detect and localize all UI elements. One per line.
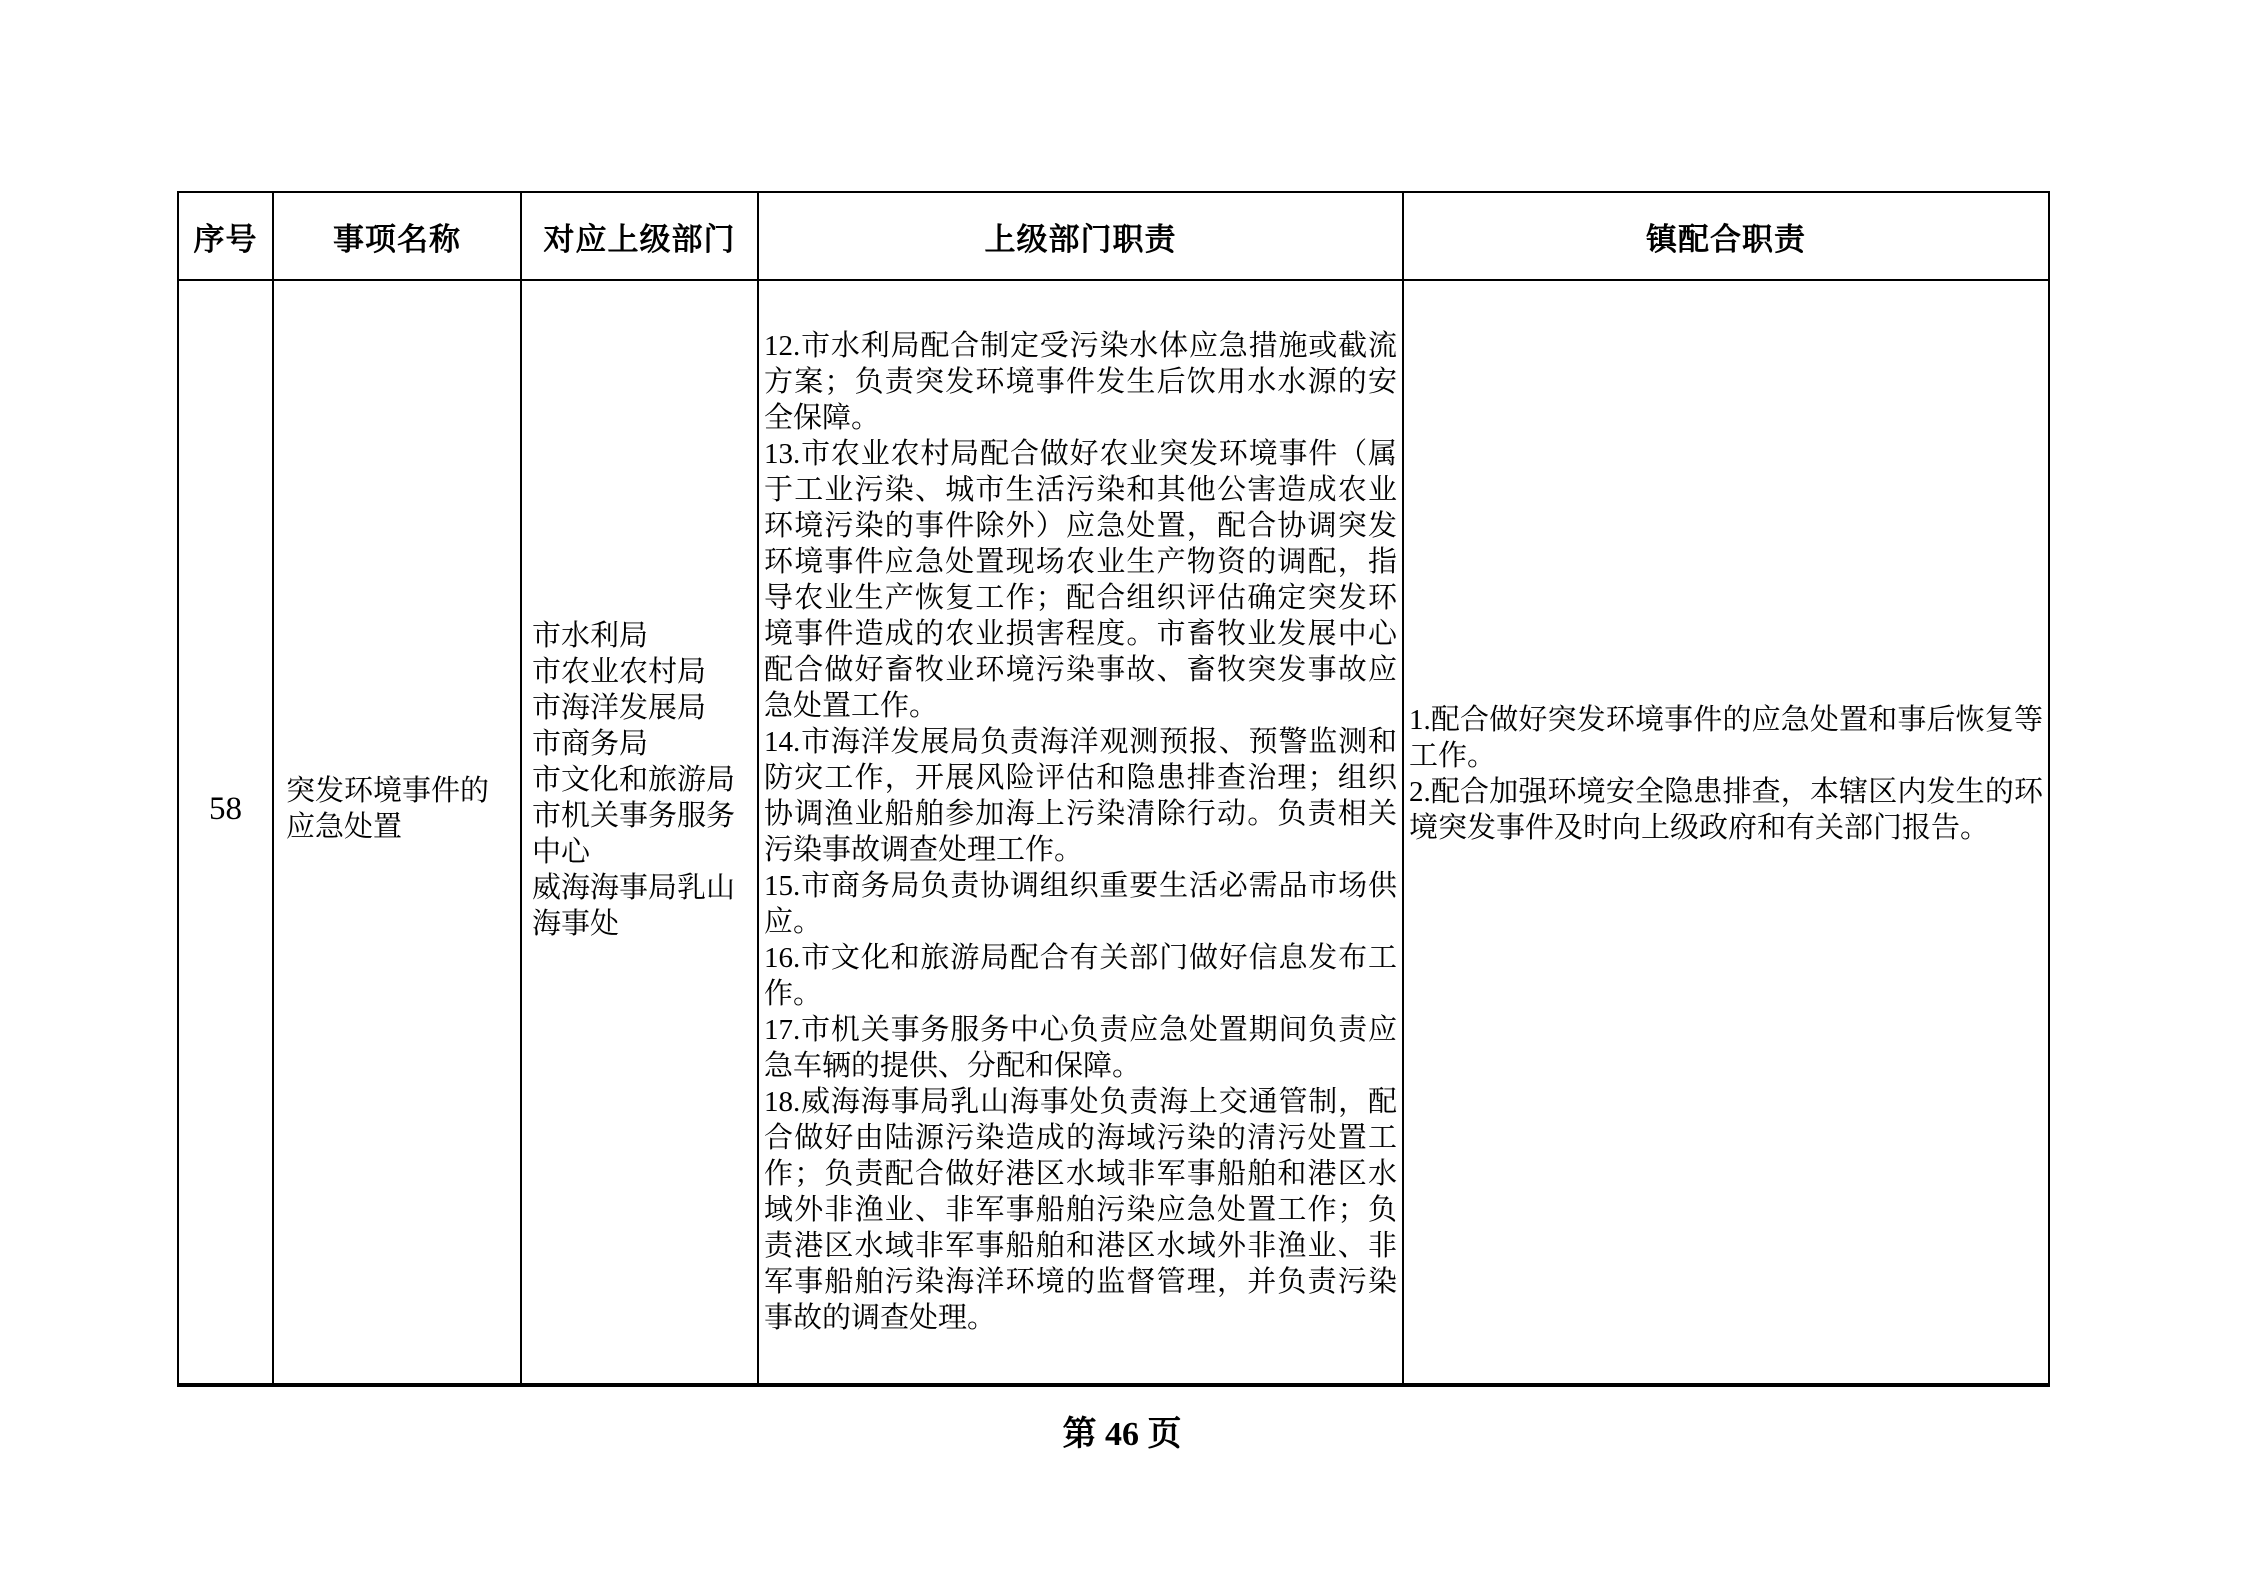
responsibility-table bbox=[177, 191, 2050, 1387]
table-row bbox=[178, 280, 2049, 1385]
text-line: 1.配合做好突发环境事件的应急处置和事后恢复等工作。 bbox=[1409, 704, 2043, 772]
text-line: 14.市海洋发展局负责海洋观测预报、预警监测和防灾工作，开展风险评估和隐患排查治理；组织协调渔业船舶参加海上污染清除行动。负责相关污染事故调查处理工作。 bbox=[764, 726, 1397, 866]
text-line: 15.市商务局负责协调组织重要生活必需品市场供应。 bbox=[764, 870, 1397, 938]
text-line: 18.威海海事局乳山海事处负责海上交通管制，配合做好由陆源污染造成的海域污染的清污处置工作；负责配合做好港区水域非军事船舶和港区水域外非渔业、非军事船舶污染应急处置工作；负责港区水域非军事船舶和港区水域外非渔业、非军事船舶污染海洋环境的监督管理，并负责污染事故的调查处理。 bbox=[764, 1086, 1397, 1334]
col-header-departments: 对应上级部门 bbox=[521, 192, 758, 280]
text-line: 市水利局 bbox=[532, 620, 649, 652]
text-line: 16.市文化和旅游局配合有关部门做好信息发布工作。 bbox=[764, 942, 1397, 1010]
text-line: 2.配合加强环境安全隐患排查，本辖区内发生的环境突发事件及时向上级政府和有关部门报告。 bbox=[1409, 776, 2043, 844]
text-line: 市机关事务服务中心 bbox=[532, 800, 736, 868]
cell-departments bbox=[521, 280, 758, 1385]
cell-town-duties bbox=[1403, 280, 2049, 1385]
text-line: 12.市水利局配合制定受污染水体应急措施或截流方案；负责突发环境事件发生后饮用水水源的安全保障。 bbox=[764, 330, 1397, 434]
text-line: 市商务局 bbox=[532, 728, 649, 760]
cell-item-name: 突发环境事件的应急处置 bbox=[273, 280, 521, 1385]
text-line: 市文化和旅游局 bbox=[532, 764, 736, 796]
text-line: 市海洋发展局 bbox=[532, 692, 707, 724]
col-header-superior-duties: 上级部门职责 bbox=[758, 192, 1403, 280]
page-number: 第 46 页 bbox=[1062, 1416, 1182, 1453]
text-line: 威海海事局乳山海事处 bbox=[532, 872, 736, 940]
text-line: 13.市农业农村局配合做好农业突发环境事件（属于工业污染、城市生活污染和其他公害造成农业环境污染的事件除外）应急处置，配合协调突发环境事件应急处置现场农业生产物资的调配，指导农业生产恢复工作；配合组织评估确定突发环境事件造成的农业损害程度。市畜牧业发展中心配合做好畜牧业环境污染事故、畜牧突发事故应急处置工作。 bbox=[764, 438, 1397, 722]
col-header-item-name: 事项名称 bbox=[273, 192, 521, 280]
text-line: 17.市机关事务服务中心负责应急处置期间负责应急车辆的提供、分配和保障。 bbox=[764, 1014, 1397, 1082]
table-header-row bbox=[178, 192, 2049, 280]
cell-seq-number: 58 bbox=[178, 280, 273, 1385]
cell-superior-duties bbox=[758, 280, 1403, 1385]
col-header-seq: 序号 bbox=[178, 192, 273, 280]
col-header-town-duties: 镇配合职责 bbox=[1403, 192, 2049, 280]
text-line: 市农业农村局 bbox=[532, 656, 707, 688]
